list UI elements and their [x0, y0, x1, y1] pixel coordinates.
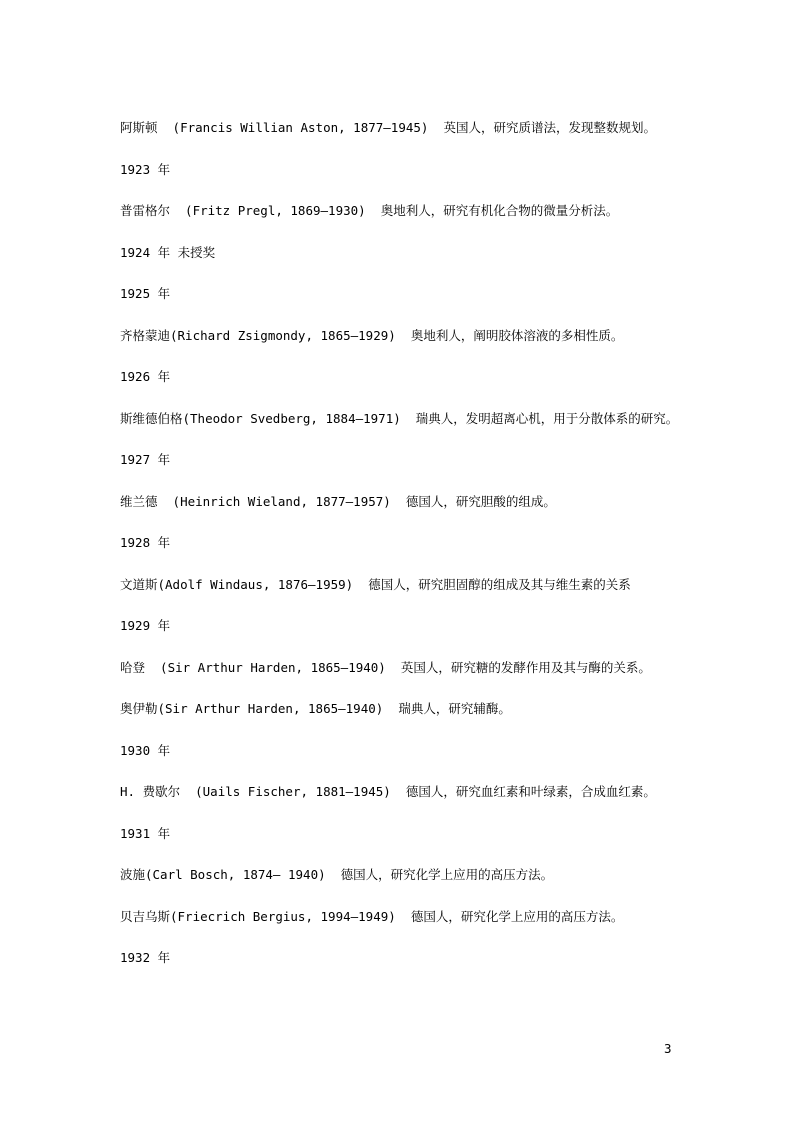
entry-bergius: 贝吉乌斯(Friecrich Bergius, 1994—1949) 德国人，研究化学上应用的高压方法。 — [120, 908, 624, 924]
year-1928: 1928 年 — [120, 535, 171, 550]
year-1923: 1923 年 — [120, 161, 171, 177]
entry-wieland: 维兰德 (Heinrich Wieland, 1877—1957) 德国人，研究胆酸的组成。 — [120, 493, 556, 509]
entry-svedberg: 斯维德伯格(Theodor Svedberg, 1884—1971) 瑞典人，发明超离心机，用于分散体系的研究。 — [120, 410, 679, 426]
entry-windaus: 文道斯(Adolf Windaus, 1876—1959) 德国人，研究胆固醇的组成及其与维生素的关系 — [120, 576, 631, 592]
entry-aston: 阿斯顿 (Francis Willian Aston, 1877—1945) 英国人，研究质谱法，发现整数规划。 — [120, 120, 656, 135]
entry-pregl: 普雷格尔 (Fritz Pregl, 1869—1930) 奥地利人，研究有机化合物的微量分析法。 — [120, 203, 619, 218]
year-1926: 1926 年 — [120, 369, 171, 384]
entry-harden: 哈登 (Sir Arthur Harden, 1865—1940) 英国人，研究糖的发酵作用及其与酶的关系。 — [120, 659, 651, 675]
entry-bosch: 波施(Carl Bosch, 1874— 1940) 德国人，研究化学上应用的高压方法。 — [120, 867, 554, 882]
year-1925: 1925 年 — [120, 286, 171, 301]
entry-euler: 奥伊勒(Sir Arthur Harden, 1865—1940) 瑞典人，研究辅酶。 — [120, 701, 511, 716]
year-1931: 1931 年 — [120, 825, 171, 841]
entry-fischer: H. 费歇尔 (Uails Fischer, 1881—1945) 德国人，研究血红素和叶绿素，合成血红素。 — [120, 784, 656, 799]
document-body — [120, 118, 680, 968]
year-1924: 1924 年 未授奖 — [120, 244, 216, 260]
page-number: 3 — [664, 1041, 672, 1056]
year-1927: 1927 年 — [120, 452, 171, 467]
year-1929: 1929 年 — [120, 618, 171, 633]
year-1932: 1932 年 — [120, 950, 171, 965]
entry-zsigmondy: 齐格蒙迪(Richard Zsigmondy, 1865—1929) 奥地利人，阐明胶体溶液的多相性质。 — [120, 327, 624, 343]
year-1930: 1930 年 — [120, 742, 171, 758]
